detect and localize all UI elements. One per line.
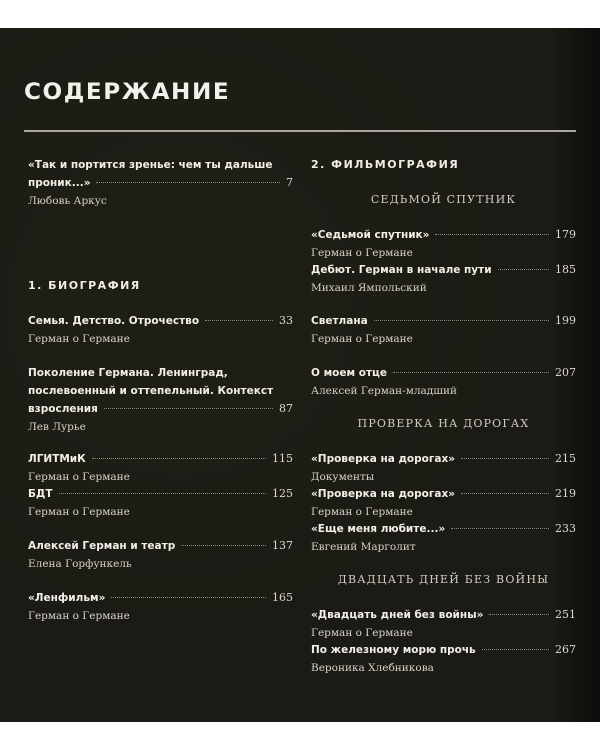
page-number: 185 — [555, 263, 576, 276]
dot-leader — [96, 182, 280, 183]
entry-title: «Так и портится зренье: чем ты дальше — [28, 159, 273, 171]
page-title: СОДЕРЖАНИЕ — [24, 80, 231, 105]
toc-entry[interactable] — [28, 485, 293, 521]
page-number: 33 — [279, 314, 293, 327]
entry-title: О моем отце — [311, 367, 387, 379]
page-number: 115 — [272, 452, 293, 465]
page-number: 87 — [279, 402, 293, 415]
dot-leader — [92, 458, 266, 459]
entry-title: По железному морю прочь — [311, 644, 476, 656]
entry-title: ЛГИТМиК — [28, 453, 86, 465]
dot-leader — [205, 320, 273, 321]
dot-leader — [489, 614, 549, 615]
entry-title: проник...» — [28, 177, 91, 189]
dot-leader — [451, 528, 549, 529]
entry-author: Лев Лурье — [28, 421, 86, 433]
film-group-heading: ПРОВЕРКА НА ДОРОГАХ — [357, 417, 530, 430]
entry-author: Евгений Марголит — [311, 541, 416, 553]
toc-entry[interactable] — [28, 364, 293, 436]
page-number: 179 — [555, 228, 576, 241]
dot-leader — [498, 269, 549, 270]
entry-title: послевоенный и оттепельный. Контекст — [28, 385, 274, 397]
title-divider — [24, 130, 576, 132]
toc-entry[interactable] — [28, 537, 293, 573]
toc-entry[interactable] — [311, 261, 576, 297]
page-number: 165 — [272, 591, 293, 604]
section-heading-filmography: 2. ФИЛЬМОГРАФИЯ — [311, 158, 460, 171]
toc-entry[interactable] — [311, 641, 576, 677]
page-number: 219 — [555, 487, 576, 500]
entry-title: «Ленфильм» — [28, 592, 106, 604]
entry-author: Документы — [311, 471, 375, 483]
entry-author: Герман о Германе — [311, 627, 413, 639]
entry-title: Семья. Детство. Отрочество — [28, 315, 200, 327]
page-number: 267 — [555, 643, 576, 656]
toc-entry[interactable] — [28, 589, 293, 625]
entry-title: «Двадцать дней без войны» — [311, 609, 484, 621]
toc-entry[interactable] — [311, 312, 576, 348]
entry-title: Дебют. Герман в начале пути — [311, 264, 492, 276]
toc-entry[interactable] — [311, 606, 576, 642]
entry-author: Герман о Германе — [28, 471, 130, 483]
dot-leader — [435, 234, 549, 235]
dot-leader — [482, 649, 549, 650]
toc-entry[interactable] — [311, 450, 576, 486]
toc-entry[interactable] — [28, 312, 293, 348]
entry-author: Герман о Германе — [28, 610, 130, 622]
entry-author: Герман о Германе — [28, 333, 130, 345]
toc-entry[interactable] — [311, 226, 576, 262]
entry-author: Михаил Ямпольский — [311, 282, 427, 294]
dot-leader — [59, 493, 266, 494]
entry-author: Герман о Германе — [311, 247, 413, 259]
dot-leader — [104, 408, 273, 409]
page-number: 233 — [555, 522, 576, 535]
entry-author: Елена Горфункель — [28, 558, 132, 570]
section-heading-biography: 1. БИОГРАФИЯ — [28, 279, 141, 292]
entry-author: Герман о Германе — [311, 506, 413, 518]
dot-leader — [393, 372, 549, 373]
page-number: 125 — [272, 487, 293, 500]
page-number: 207 — [555, 366, 576, 379]
entry-title: «Проверка на дорогах» — [311, 488, 455, 500]
toc-entry[interactable] — [28, 450, 293, 486]
toc-entry-intro[interactable] — [28, 156, 293, 210]
page-number: 199 — [555, 314, 576, 327]
toc-entry[interactable] — [311, 364, 576, 400]
entry-title: Светлана — [311, 315, 368, 327]
entry-author: Герман о Германе — [28, 506, 130, 518]
entry-author: Вероника Хлебникова — [311, 662, 434, 674]
entry-title: «Седьмой спутник» — [311, 229, 430, 241]
dot-leader — [181, 545, 266, 546]
dot-leader — [111, 597, 266, 598]
film-group-heading: СЕДЬМОЙ СПУТНИК — [370, 193, 517, 206]
toc-entry[interactable] — [311, 520, 576, 556]
entry-title: взросления — [28, 403, 98, 415]
entry-title: Поколение Германа. Ленинград, — [28, 367, 228, 379]
entry-title: Алексей Герман и театр — [28, 540, 176, 552]
dot-leader — [374, 320, 549, 321]
dot-leader — [461, 493, 549, 494]
page-number: 7 — [286, 176, 293, 189]
page-number: 137 — [272, 539, 293, 552]
entry-author: Любовь Аркус — [28, 195, 107, 207]
entry-title: БДТ — [28, 488, 53, 500]
entry-title: «Еще меня любите...» — [311, 523, 446, 535]
page-number: 215 — [555, 452, 576, 465]
entry-title: «Проверка на дорогах» — [311, 453, 455, 465]
film-group-heading: ДВАДЦАТЬ ДНЕЙ БЕЗ ВОЙНЫ — [337, 573, 550, 586]
page-number: 251 — [555, 608, 576, 621]
entry-author: Алексей Герман-младший — [311, 385, 458, 397]
toc-entry[interactable] — [311, 485, 576, 521]
dot-leader — [461, 458, 549, 459]
entry-author: Герман о Германе — [311, 333, 413, 345]
